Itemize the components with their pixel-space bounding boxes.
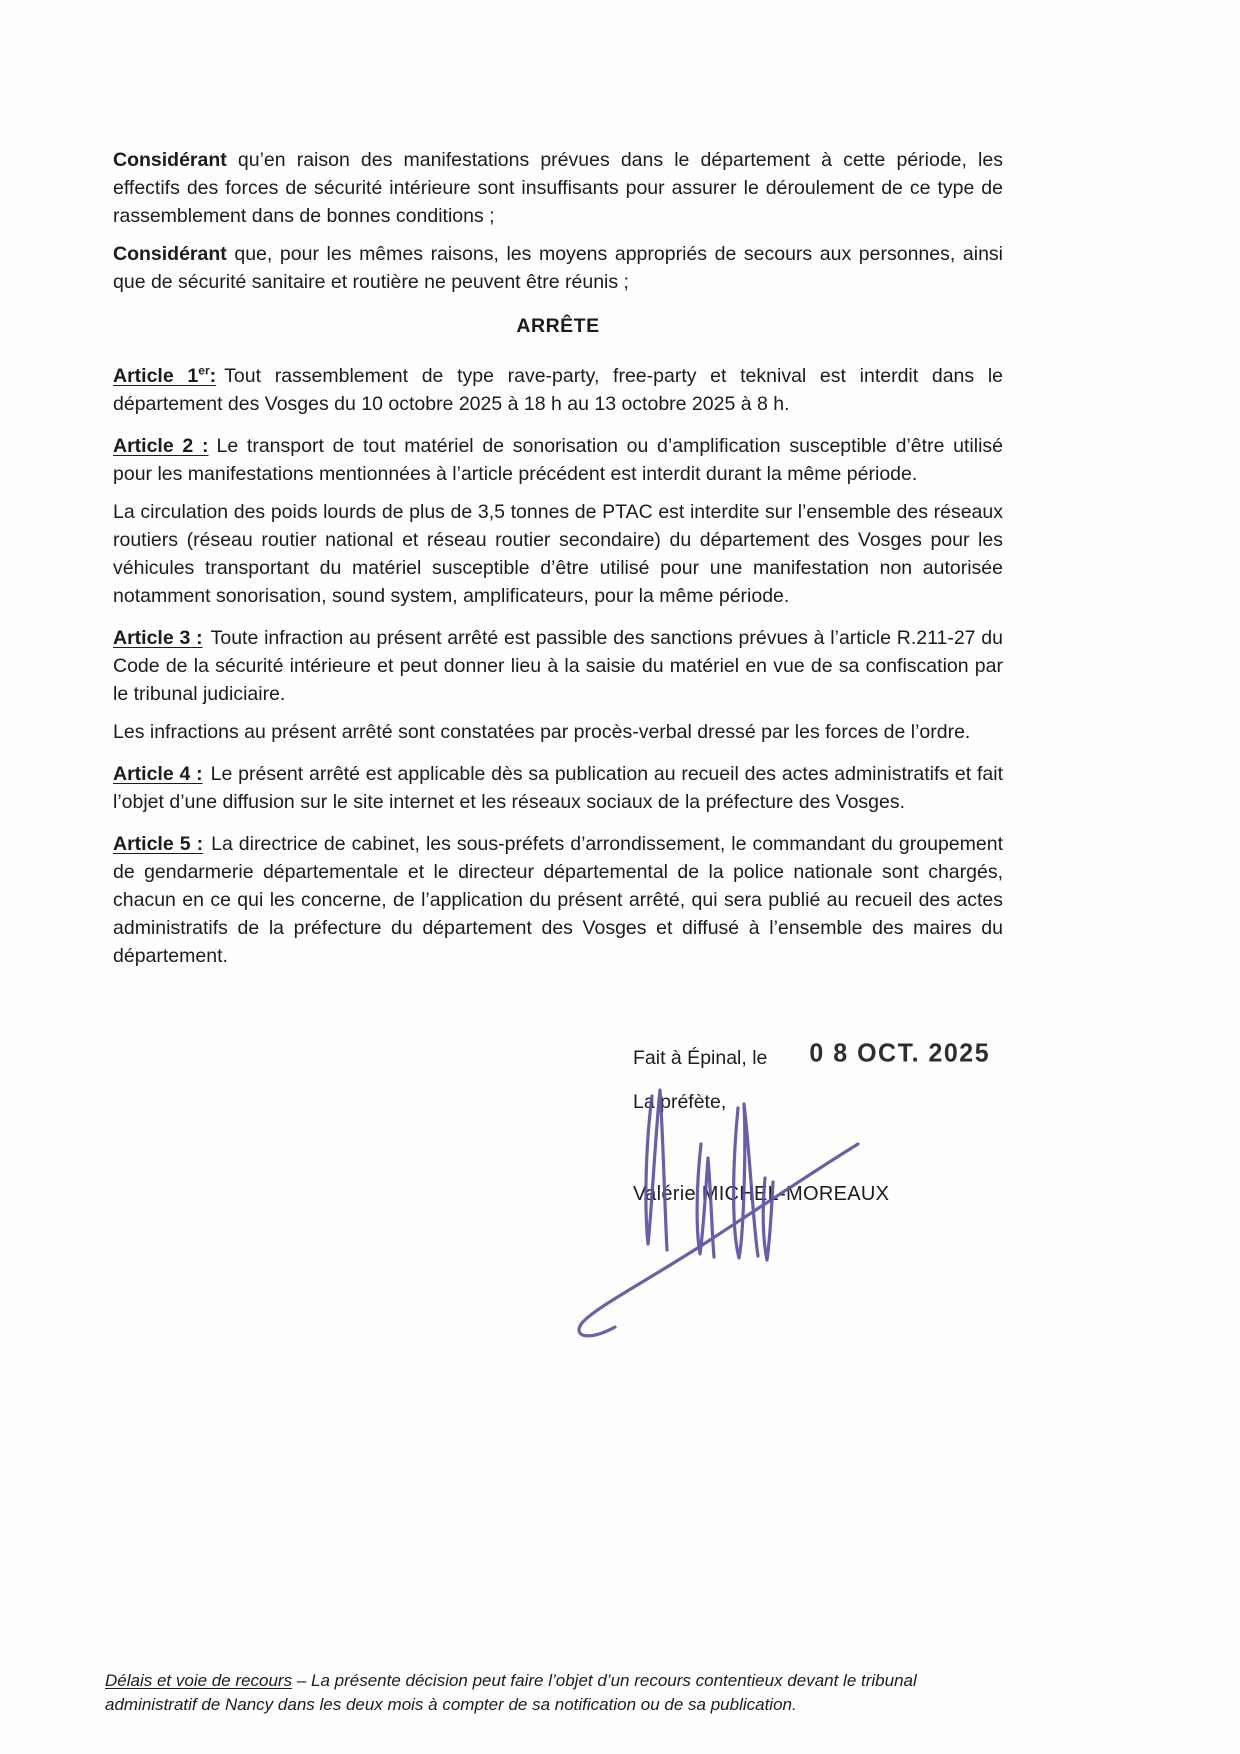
article-5-paragraph (113, 830, 1003, 970)
considerant-lead: Considérant (113, 149, 227, 171)
article-body: Tout rassemblement de type rave-party, free-party et teknival est interdit dans le département des Vosges du 10 octobre 2025 à 18 h au 13 octobre 2025 à 8 h. (113, 365, 1004, 415)
article-label-text: Article 5 (113, 833, 191, 855)
footer-text: – La présente décision peut faire l’objet d’un recours contentieux devant le tribunal administratif de Nancy dans les deux mois à compter de sa notification ou de sa publication. (105, 1671, 917, 1714)
footer-recourse-note (105, 1669, 1005, 1717)
considerant-text: que, pour les mêmes raisons, les moyens appropriés de secours aux personnes, ainsi que de sécurité sanitaire et routière ne peuvent être réunis ; (113, 243, 1003, 293)
article-5-label (113, 833, 211, 855)
article-body: Le présent arrêté est applicable dès sa publication au recueil des actes administratifs et fait l’objet d’une diffusion sur le site internet et les réseaux sociaux de la préfecture des Vosges. (113, 763, 1003, 813)
article-3-paragraph-cont: Les infractions au présent arrêté sont constatées par procès-verbal dressé par les forces de l’ordre. (113, 721, 971, 743)
article-3-paragraph (113, 624, 1003, 708)
considerant-paragraph-2 (113, 240, 1003, 296)
article-label-colon: : (190, 627, 203, 649)
article-label-colon: : (190, 763, 203, 785)
considerant-paragraph-1 (113, 146, 1003, 230)
signature-block (633, 1038, 1003, 1208)
article-2-label (113, 435, 217, 457)
decree-heading: ARRÊTE (516, 315, 600, 337)
article-1-paragraph (113, 362, 1003, 418)
article-3-label (113, 627, 211, 649)
article-label-text: Article 2 (113, 435, 194, 457)
article-label-text: Article 4 (113, 763, 191, 785)
signature-place-line (633, 1038, 1003, 1072)
article-4-paragraph (113, 760, 1003, 816)
article-body: La directrice de cabinet, les sous-préfets d’arrondissement, le commandant du groupement de gendarmerie départementale et le directeur départemental de la police nationale sont chargés, chacun en ce qui les concerne, de l’application du présent arrêté, qui sera publié au recueil des actes administratifs de la préfecture du département des Vosges et diffusé à l’ensemble des maires du département. (113, 833, 1003, 967)
article-label-text: Article 1 (113, 365, 199, 387)
signer-role: La préfète, (633, 1091, 727, 1113)
article-2-paragraph-cont: La circulation des poids lourds de plus de 3,5 tonnes de PTAC est interdite sur l’ensemble des réseaux routiers (réseau routier national et réseau routier secondaire) du département des Vosges pour les véhicules transportant du matériel susceptible d’être utilisé pour une manifestation non autorisée notamment sonorisation, sound system, amplificateurs, pour la même période. (113, 501, 1003, 607)
article-label-colon: : (209, 365, 217, 387)
article-label-colon: : (193, 435, 209, 457)
article-label-sup: er (198, 363, 210, 378)
article-4-label (113, 763, 211, 785)
article-label-colon: : (190, 833, 204, 855)
considerant-lead: Considérant (113, 243, 227, 265)
article-2-paragraph (113, 432, 1003, 488)
article-body: Toute infraction au présent arrêté est passible des sanctions prévues à l’article R.211-27 du Code de la sécurité intérieure et peut donner lieu à la saisie du matériel en vue de sa confiscation par le tribunal judiciaire. (113, 627, 1004, 705)
footer-lead: Délais et voie de recours (105, 1671, 293, 1690)
considerant-text: qu’en raison des manifestations prévues dans le département à cette période, les effectifs des forces de sécurité intérieure sont insuffisants pour assurer le déroulement de ce type de rassemblement dans de bonnes conditions ; (113, 149, 1003, 227)
signer-name: Valérie MICHEL-MOREAUX (633, 1183, 890, 1205)
date-stamp: 0 8 OCT. 2025 (809, 1038, 991, 1068)
place-date-text: Fait à Épinal, le (633, 1047, 768, 1069)
article-body: Le transport de tout matériel de sonorisation ou d’amplification susceptible d’être utilisé pour les manifestations mentionnées à l’article précédent est interdit durant la même période. (113, 435, 1003, 485)
article-1-label (113, 365, 224, 387)
article-label-text: Article 3 (113, 627, 191, 649)
